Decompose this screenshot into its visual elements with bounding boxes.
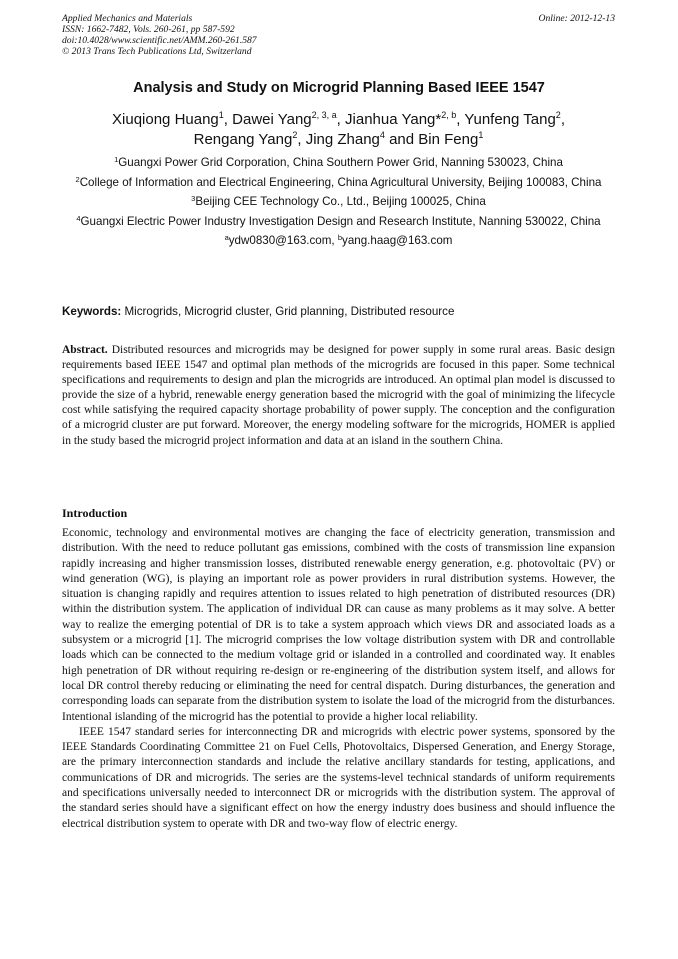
author-list: Xiuqiong Huang$^1$, Dawei Yang$^{2, 3, a}$, Jianhua Yang*$^{2, b}$, Yunfeng Tang$^2$, Rengang Yang$^2$, Jing Zhang$^4$ and Bin Feng$^1$: [112, 110, 565, 148]
abstract: [62, 343, 615, 449]
author-name: Rengang Yang: [193, 131, 293, 148]
introduction-body: [62, 526, 615, 832]
doi-line: doi:10.4028/www.scientific.net/AMM.260-261.587: [62, 35, 257, 46]
author-affil-marker: 4: [379, 130, 385, 140]
author-affil-marker: 2, b: [441, 110, 457, 120]
issn-line: ISSN: 1662-7482, Vols. 260-261, pp 587-592: [62, 24, 235, 35]
author-affil-marker: 1: [478, 130, 484, 140]
affiliation: $^2$College of Information and Electrical Engineering, China Agricultural University, Beijing 100083, China: [75, 174, 602, 189]
author-name: Bin Feng: [418, 131, 479, 148]
email-a[interactable]: ydw0830@163.com: [228, 234, 332, 247]
copyright-line: © 2013 Trans Tech Publications Ltd, Switzerland: [62, 46, 252, 57]
email-line: $^a$ydw0830@163.com, $^b$yang.haag@163.com: [224, 233, 453, 247]
paragraph: IEEE 1547 standard series for interconnecting DR and microgrids with electric power systems, sponsored by the IEEE Standards Coordinating Committee 21 on Fuel Cells, Photovoltaics, Dispersed Generation, and Energy Storage, are the primary interconnection standards and include the relative ancillary standards for testing, applications, and communications of DR and microgrids. The series are the systems-level technical standards of uniform requirements and specifications universally needed to interconnect DR or microgrids with the distribution system. The approval of the standard series should have a significant effect on how the energy industry does business and should influence the electrical distribution system to operate with DR and two-way flow of electric energy.: [62, 725, 615, 830]
section-heading: Introduction: [62, 506, 128, 520]
keywords-text: Microgrids, Microgrid cluster, Grid planning, Distributed resource: [124, 305, 455, 318]
abstract-text: Distributed resources and microgrids may be designed for power supply in some rural areas. Basic design requirements based IEEE 1547 and optimal plan methods of the microgrids are focused in this paper. Some technical specifications and requirements to design and plan the microgrids are introduced. An optimal plan model is discussed to provide the size of a hybrid, renewable energy generation based the microgrid with the goal of minimizing the lifecycle cost while satisfying the required capacity shortage probability of power supply. The conception and the configuration of a microgrid cluster are put forward. Moreover, the energy modeling software for the microgrids, HOMER is applied in the study based the microgrid project information and data at an island in the southern China.: [62, 344, 615, 447]
keywords-label: Keywords:: [62, 305, 122, 318]
online-date: Online: 2012-12-13: [538, 13, 615, 24]
author-name: Xiuqiong Huang: [112, 111, 219, 128]
paper-title: Analysis and Study on Microgrid Planning Based IEEE 1547: [133, 80, 545, 96]
journal-name: Applied Mechanics and Materials: [62, 13, 193, 24]
affiliation: $^3$Beijing CEE Technology Co., Ltd., Beijing 100025, China: [191, 194, 486, 208]
email-b[interactable]: yang.haag@163.com: [342, 234, 453, 247]
author-affil-marker: 2, 3, a: [311, 110, 337, 120]
author-name: Jing Zhang: [305, 131, 380, 148]
author-name: Yunfeng Tang: [464, 111, 556, 128]
author-affil-marker: 2: [555, 110, 561, 120]
author-affil-marker: 2: [292, 130, 298, 140]
paragraph: Economic, technology and environmental motives are changing the face of electricity generation, transmission and distribution. With the need to reduce pollutant gas emissions, combined with the costs of transmission line expansion rapidly increasing and higher transmission losses, distributed renewable energy generation, e.g. photovoltaic (PV) or wind generation (WG), is playing an important role as power providers in rural distribution systems. However, the situation is changing rapidly and requires attention to issues related to high penetration of distributed resources (DR) within the distribution system. The application of individual DR can cause as many problems as it may solve. A better way to realize the emerging potential of DR is to take a system approach which views DR and associated loads as a subsystem or a microgrid [1]. The microgrid comprises the low voltage distribution system with DR and controllable loads which can be connected to the medium voltage grid or islanded in a controlled and coordinated way. It enables high penetration of DR without requiring re-design or re-engineering of the distribution system itself, and allows for local DR control thereby reducing or eliminating the need for central dispatch. During disturbances, the generation and corresponding loads can separate from the distribution system to isolate the load of the microgrid from the disturbances. Intentional islanding of the microgrid has the potential to provide a higher local reliability.: [62, 527, 615, 723]
affiliation: $^1$Guangxi Power Grid Corporation, China Southern Power Grid, Nanning 530023, China: [114, 155, 563, 169]
abstract-label: Abstract.: [62, 344, 108, 356]
journal-header: [62, 13, 615, 57]
author-name: Dawei Yang: [232, 111, 312, 128]
keywords-line: [62, 305, 615, 318]
affiliation-list: [62, 155, 615, 253]
affiliation: $^4$Guangxi Electric Power Industry Investigation Design and Research Institute, Nanning 530022, China: [76, 213, 601, 228]
author-affil-marker: 1: [218, 110, 224, 120]
author-name: Jianhua Yang*: [345, 111, 442, 128]
